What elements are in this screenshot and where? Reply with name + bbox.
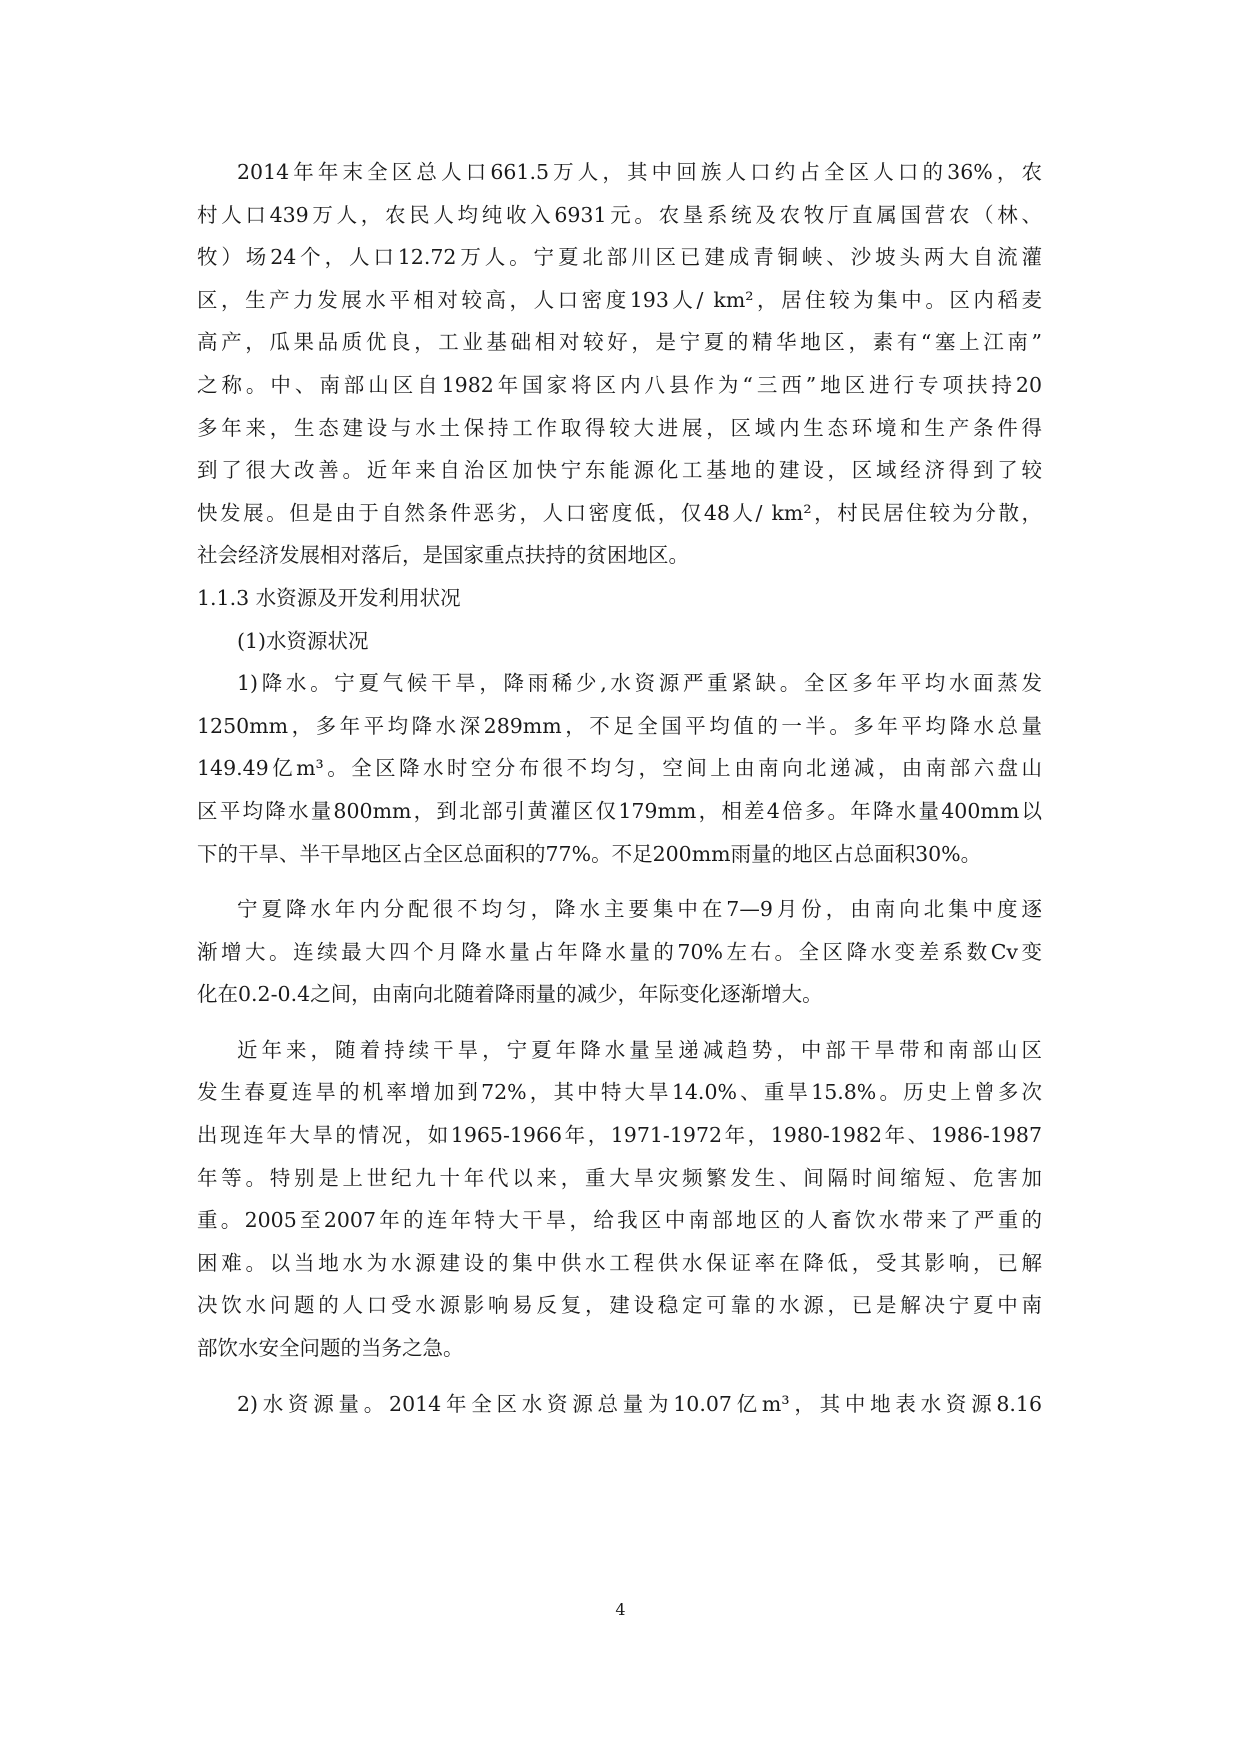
text-line: (1)水资源状况 — [237, 628, 369, 653]
text-line: 1)降水。宁夏气候干旱，降雨稀少,水资源严重紧缺。全区多年平均水面蒸发 — [237, 671, 1042, 696]
text-line: 出现连年大旱的情况，如1965-1966年，1971-1972年，1980-1982年、1986-1987 — [197, 1123, 1042, 1148]
paragraph — [197, 151, 1042, 577]
text-line: 年等。特别是上世纪九十年代以来，重大旱灾频繁发生、间隔时间缩短、危害加 — [197, 1165, 1042, 1190]
text-line: 村人口439万人，农民人均纯收入6931元。农垦系统及农牧厅直属国营农（林、 — [197, 202, 1042, 227]
text-line: 1.1.3 水资源及开发利用状况 — [197, 585, 461, 610]
text-line: 1250mm，多年平均降水深289mm，不足全国平均值的一半。多年平均降水总量 — [197, 713, 1042, 738]
text-line: 下的干旱、半干旱地区占全区总面积的77%。不足200mm雨量的地区占总面积30%。 — [197, 841, 982, 866]
text-line: 部饮水安全问题的当务之急。 — [197, 1336, 464, 1361]
paragraph — [197, 577, 1042, 620]
text-line: 宁夏降水年内分配很不均匀，降水主要集中在7—9月份，由南向北集中度逐 — [237, 897, 1042, 922]
text-line: 区，生产力发展水平相对较高，人口密度193人/ km²，居住较为集中。区内稻麦 — [197, 287, 1042, 312]
text-line: 发生春夏连旱的机率增加到72%，其中特大旱14.0%、重旱15.8%。历史上曾多次 — [197, 1080, 1042, 1105]
text-line: 高产，瓜果品质优良，工业基础相对较好，是宁夏的精华地区，素有“塞上江南” — [197, 330, 1042, 355]
page-number: 4 — [615, 1600, 626, 1619]
text-line: 2)水资源量。2014年全区水资源总量为10.07亿m³，其中地表水资源8.16 — [237, 1391, 1042, 1416]
text-line: 近年来，随着持续干旱，宁夏年降水量呈递减趋势，中部干旱带和南部山区 — [237, 1037, 1042, 1062]
text-line: 区平均降水量800mm，到北部引黄灌区仅179mm，相差4倍多。年降水量400mm以 — [197, 798, 1042, 823]
text-line: 到了很大改善。近年来自治区加快宁东能源化工基地的建设，区域经济得到了较 — [197, 458, 1042, 483]
paragraph — [197, 888, 1042, 1016]
text-line: 重。2005至2007年的连年特大干旱，给我区中南部地区的人畜饮水带来了严重的 — [197, 1208, 1042, 1233]
text-line: 2014年年末全区总人口661.5万人，其中回族人口约占全区人口的36%，农 — [237, 160, 1042, 184]
text-line: 困难。以当地水为水源建设的集中供水工程供水保证率在降低，受其影响，已解 — [197, 1250, 1042, 1275]
text-line: 决饮水问题的人口受水源影响易反复，建设稳定可靠的水源，已是解决宁夏中南 — [197, 1293, 1042, 1318]
paragraph — [197, 662, 1042, 875]
text-line: 149.49亿m³。全区降水时空分布很不均匀，空间上由南向北递减，由南部六盘山 — [197, 756, 1042, 781]
text-line: 之称。中、南部山区自1982年国家将区内八县作为“三西”地区进行专项扶持20 — [197, 372, 1042, 397]
paragraph — [197, 1383, 1042, 1426]
paragraph — [197, 1029, 1042, 1370]
paragraph — [197, 620, 1042, 663]
text-line: 社会经济发展相对落后，是国家重点扶持的贫困地区。 — [197, 543, 689, 568]
text-line: 牧）场24个，人口12.72万人。宁夏北部川区已建成青铜峡、沙坡头两大自流灌 — [197, 245, 1042, 270]
text-line: 化在0.2-0.4之间，由南向北随着降雨量的减少，年际变化逐渐增大。 — [197, 982, 823, 1007]
document-body — [197, 151, 1042, 1425]
text-line: 快发展。但是由于自然条件恶劣，人口密度低，仅48人/ km²，村民居住较为分散， — [197, 500, 1042, 525]
text-line: 渐增大。连续最大四个月降水量占年降水量的70%左右。全区降水变差系数Cv变 — [197, 939, 1042, 964]
text-line: 多年来，生态建设与水土保持工作取得较大进展，区域内生态环境和生产条件得 — [197, 415, 1042, 440]
